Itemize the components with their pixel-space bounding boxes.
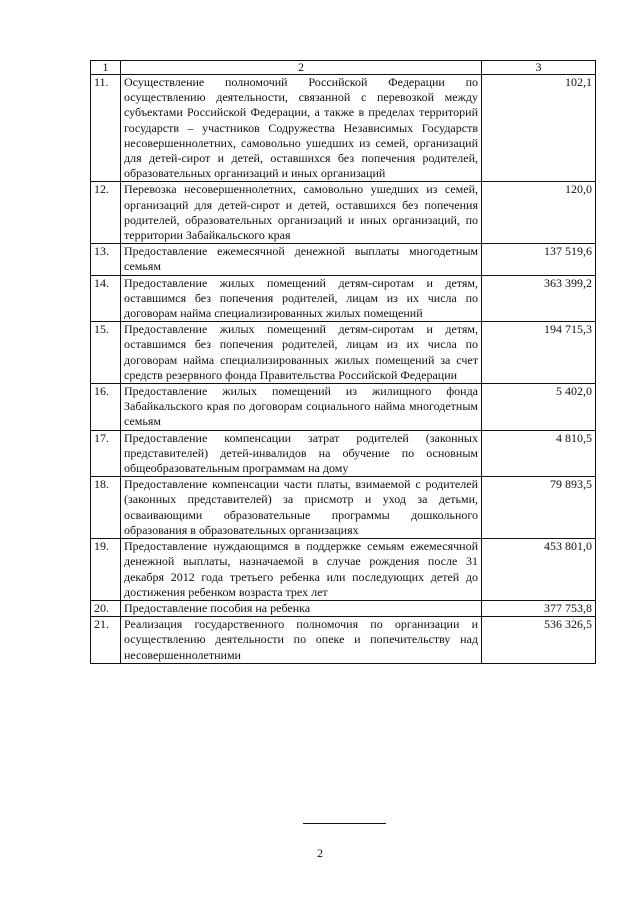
header-col-3: 3 [482,61,596,75]
row-number: 12. [91,182,121,244]
row-number: 21. [91,617,121,664]
table-row [91,430,596,477]
row-number: 11. [91,75,121,182]
table-row [91,244,596,275]
table-row [91,600,596,616]
table-row [91,539,596,601]
row-description: Осуществление полномочий Российской Федерации по осуществлению деятельности, связанной с перевозкой между субъектами Российской Федерации, а также в пределах территорий государств – участников Содружества Независимых Государств несовершеннолетних, самовольно ушедших из семей, организаций для детей-сирот и детей, оставшихся без попечения родителей, образовательных организаций и иных организаций [121,75,482,182]
row-amount: 137 519,6 [482,244,596,275]
row-amount: 120,0 [482,182,596,244]
row-number: 16. [91,384,121,431]
row-amount: 79 893,5 [482,477,596,539]
row-amount: 377 753,8 [482,600,596,616]
row-number: 19. [91,539,121,601]
table-row [91,275,596,322]
table-row [91,75,596,182]
row-description: Реализация государственного полномочия по организации и осуществлению деятельности по опеке и попечительству над несовершеннолетними [121,617,482,664]
table-row [91,617,596,664]
table-header-row [91,61,596,75]
row-description: Предоставление жилых помещений детям-сиротам и детям, оставшимся без попечения родителей, лицам из их числа по договорам найма специализированных жилых помещений [121,275,482,322]
row-number: 15. [91,322,121,384]
table-row [91,477,596,539]
row-description: Предоставление пособия на ребенка [121,600,482,616]
table-row [91,384,596,431]
header-col-1: 1 [91,61,121,75]
row-number: 20. [91,600,121,616]
row-amount: 102,1 [482,75,596,182]
table-row [91,182,596,244]
row-number: 18. [91,477,121,539]
row-description: Предоставление компенсации части платы, взимаемой с родителей (законных представителей) за присмотр и уход за детьми, осваивающими образовательные программы дошкольного образования в образовательных организациях [121,477,482,539]
row-amount: 4 810,5 [482,430,596,477]
header-col-2: 2 [121,61,482,75]
row-amount: 536 326,5 [482,617,596,664]
row-description: Предоставление жилых помещений детям-сиротам и детям, оставшимся без попечения родителей, лицам из их числа по договорам найма специализированных жилых помещений за счет средств резервного фонда Правительства Российской Федерации [121,322,482,384]
row-description: Перевозка несовершеннолетних, самовольно ушедших из семей, организаций для детей-сирот и детей, оставшихся без попечения родителей, образовательных организаций и иных организаций, по территории Забайкальского края [121,182,482,244]
page-number: 2 [317,846,323,860]
footnote-rule [303,823,386,824]
row-description: Предоставление компенсации затрат родителей (законных представителей) детей-инвалидов на обучение по основным общеобразовательным программам на дому [121,430,482,477]
row-amount: 453 801,0 [482,539,596,601]
row-number: 13. [91,244,121,275]
row-amount: 194 715,3 [482,322,596,384]
row-number: 14. [91,275,121,322]
row-amount: 363 399,2 [482,275,596,322]
row-description: Предоставление ежемесячной денежной выплаты многодетным семьям [121,244,482,275]
row-amount: 5 402,0 [482,384,596,431]
budget-table [90,60,596,664]
row-description: Предоставление нуждающимся в поддержке семьям ежемесячной денежной выплаты, назначаемой в случае рождения после 31 декабря 2012 года третьего ребенка или последующих детей до достижения ребенком возраста трех лет [121,539,482,601]
row-number: 17. [91,430,121,477]
row-description: Предоставление жилых помещений из жилищного фонда Забайкальского края по договорам социального найма многодетным семьям [121,384,482,431]
table-row [91,322,596,384]
